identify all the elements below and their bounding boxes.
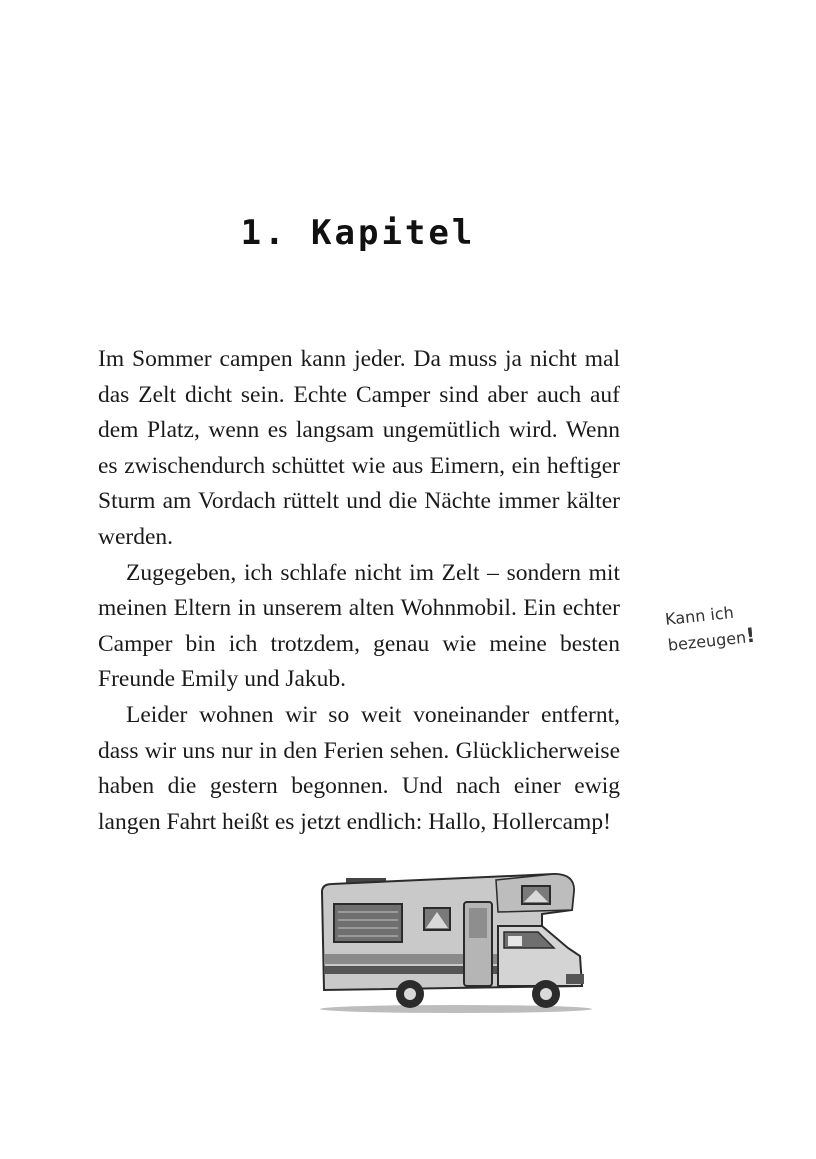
paragraph-3: Leider wohnen wir so weit voneinander entfernt, dass wir uns nur in den Ferien sehen. Glücklicherweise haben die gestern begonnen. Und nach einer ewig langen Fahrt heißt es jetzt endlich: Hallo, Hollercamp! bbox=[98, 701, 620, 835]
chapter-title: 1. Kapitel bbox=[240, 212, 476, 253]
margin-note-line-1: Kann ich bbox=[664, 602, 735, 629]
paragraph-1: Im Sommer campen kann jeder. Da muss ja nicht mal das Zelt dicht sein. Echte Camper sind aber auch auf dem Platz, wenn es langsam ungemütlich wird. Wenn es zwischendurch schüttet wie aus Eimern, ein heftiger Sturm am Vordach rüttelt und die Nächte immer kälter werden. bbox=[98, 346, 620, 550]
front-bumper bbox=[566, 974, 584, 984]
chapter-body bbox=[98, 342, 620, 840]
paragraph-2: Zugegeben, ich schlafe nicht im Zelt – sondern mit meinen Eltern in unserem alten Wohnmobil. Ein echter Camper bin ich trotzdem, genau wie meine besten Freunde Emily und Jakub. bbox=[98, 559, 620, 693]
handwritten-margin-note bbox=[664, 597, 779, 658]
margin-note-exclamation: ! bbox=[744, 622, 757, 648]
margin-note-line-2: bezeugen bbox=[666, 627, 748, 655]
camper-van-icon bbox=[316, 866, 596, 1018]
